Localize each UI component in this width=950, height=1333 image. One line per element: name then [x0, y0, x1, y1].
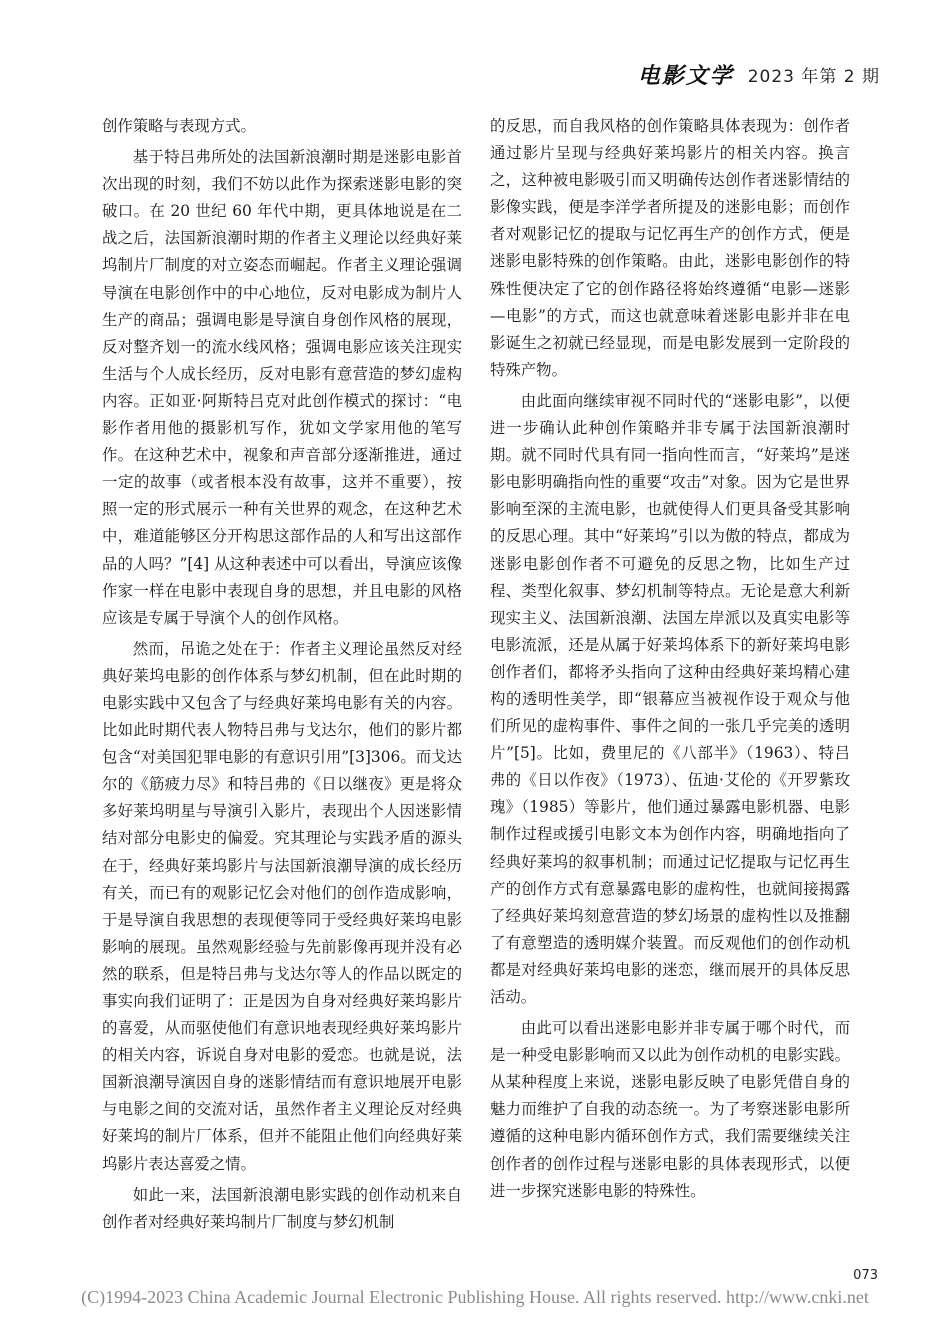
copyright-footer: (C)1994-2023 China Academic Journal Electronic Publishing House. All rights reserved. http://www.cnki.net — [81, 1287, 869, 1307]
left-column — [102, 113, 462, 1236]
paragraph: 由此面向继续审视不同时代的“迷影电影”，以便进一步确认此种创作策略并非专属于法国新浪潮时期。就不同时代具有同一指向性而言，“好莱坞”是迷影电影明确指向性的重要“攻击”对象。因为它是世界影响至深的主流电影，也就使得人们更具备受其影响的反思心理。其中“好莱坞”引以为傲的特点，都成为迷影电影创作者不可避免的反思之物，比如生产过程、类型化叙事、梦幻机制等特点。无论是意大利新现实主义、法国新浪潮、法国左岸派以及真实电影等电影流派，还是从属于好莱坞体系下的新好莱坞电影创作者们，都将矛头指向了这种由经典好莱坞精心建构的透明性美学，即“银幕应当被视作设于观众与他们所见的虚构事件、事件之间的一张几乎完美的透明片”[5]。比如，费里尼的《八部半》（1963）、特吕弗的《日以作夜》（1973）、伍迪·艾伦的《开罗紫玫瑰》（1985）等影片，他们通过暴露电影机器、电影制作过程或援引电影文本为创作内容，明确地指向了经典好莱坞的叙事机制；而通过记忆提取与记忆再生产的创作方式有意暴露电影的虚构性，也就间接揭露了经典好莱坞刻意营造的梦幻场景的虚构性以及推翻了有意塑造的透明媒介装置。而反观他们的创作动机都是对经典好莱坞电影的迷恋，继而展开的具体反思活动。 — [490, 391, 850, 1006]
running-header — [638, 60, 880, 88]
journal-logo: 电影文学 — [637, 62, 734, 89]
right-column — [490, 113, 850, 1205]
paragraph: 如此一来，法国新浪潮电影实践的创作动机来自创作者对经典好莱坞制片厂制度与梦幻机制 — [102, 1185, 462, 1231]
paragraph: 基于特吕弗所处的法国新浪潮时期是迷影电影首次出现的时刻，我们不妨以此作为探索迷影电影的突破口。在 20 世纪 60 年代中期，更具体地说是在二战之后，法国新浪潮时期的作者主义理论以经典好莱坞制片厂制度的对立姿态而崛起。作者主义理论强调导演在电影创作中的中心地位，反对电影成为制片人生产的商品；强调电影是导演自身创作风格的展现，反对整齐划一的流水线风格；强调电影应该关注现实生活与个人成长经历，反对电影有意营造的梦幻虚构内容。正如亚·阿斯特吕克对此创作模式的探讨：“电影作者用他的摄影机写作，犹如文学家用他的笔写作。在这种艺术中，视象和声音部分逐渐推进，通过一定的故事（或者根本没有故事，这并不重要），按照一定的形式展示一种有关世界的观念，在这种艺术中，难道能够区分开构思这部作品的人和写出这部作品的人吗？”[4] 从这种表述中可以看出，导演应该像作家一样在电影中表现自身的思想，并且电影的风格应该是专属于导演个人的创作风格。 — [102, 148, 462, 627]
paragraph: 的反思，而自我风格的创作策略具体表现为：创作者通过影片呈现与经典好莱坞影片的相关内容。换言之，这种被电影吸引而又明确传达创作者迷影情结的影像实践，便是李洋学者所提及的迷影电影；而创作者对观影记忆的提取与记忆再生产的创作方式，便是迷影电影特殊的创作策略。由此，迷影电影创作的特殊性便决定了它的创作路径将始终遵循“电影—迷影—电影”的方式，而这也就意味着迷影电影并非在电影诞生之初就已经显现，而是电影发展到一定阶段的特殊产物。 — [490, 117, 850, 379]
issue-label: 2023 年第 2 期 — [747, 66, 880, 87]
paragraph: 由此可以看出迷影电影并非专属于哪个时代，而是一种受电影影响而又以此为创作动机的电影实践。从某种程度上来说，迷影电影反映了电影凭借自身的魅力而维护了自我的动态统一。为了考察迷影电影所遵循的这种电影内循环创作方式，我们需要继续关注创作者的创作过程与迷影电影的具体表现形式，以便进一步探究迷影电影的特殊性。 — [490, 1019, 850, 1200]
page-number: 073 — [853, 1268, 878, 1283]
paragraph: 然而，吊诡之处在于：作者主义理论虽然反对经典好莱坞电影的创作体系与梦幻机制，但在此时期的电影实践中又包含了与经典好莱坞电影有关的内容。比如此时期代表人物特吕弗与戈达尔，他们的影片都包含“对美国犯罪电影的有意识引用”[3]306。而戈达尔的《筋疲力尽》和特吕弗的《日以继夜》更是将众多好莱坞明星与导演引入影片，表现出个人因迷影情结对部分电影史的偏爱。究其理论与实践矛盾的源头在于，经典好莱坞影片与法国新浪潮导演的成长经历有关，而已有的观影记忆会对他们的创作造成影响，于是导演自我思想的表现便等同于受经典好莱坞电影影响的展现。虽然观影经验与先前影像再现并没有必然的联系，但是特吕弗与戈达尔等人的作品以既定的事实向我们证明了：正是因为自身对经典好莱坞影片的喜爱，从而驱使他们有意识地表现经典好莱坞影片的相关内容，诉说自身对电影的爱恋。也就是说，法国新浪潮导演因自身的迷影情结而有意识地展开电影与电影之间的交流对话，虽然作者主义理论反对经典好莱坞的制片厂体系，但并不能阻止他们向经典好莱坞影片表达喜爱之情。 — [102, 639, 462, 1173]
paragraph: 创作策略与表现方式。 — [102, 117, 256, 135]
